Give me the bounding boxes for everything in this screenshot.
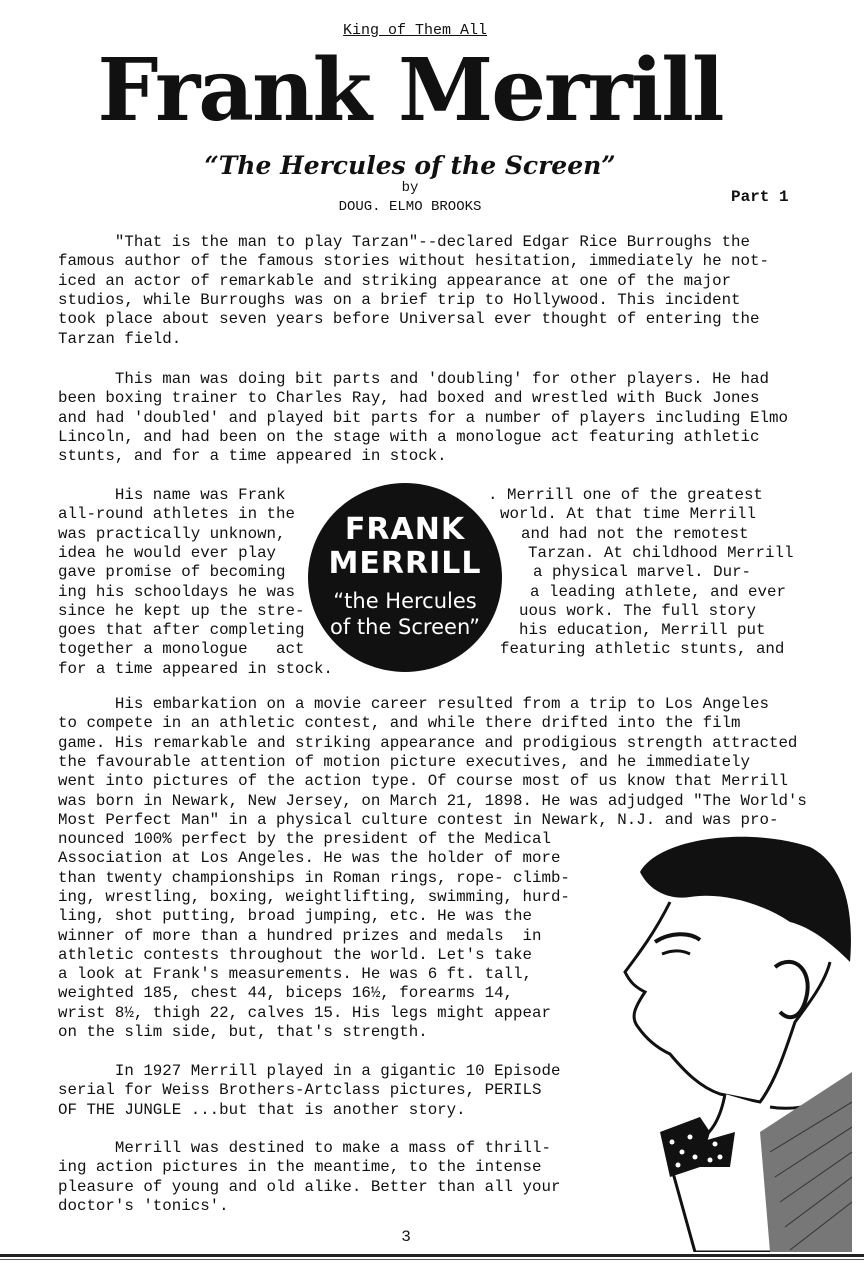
- paragraph-3-left-line: ing his schooldays he was: [58, 582, 295, 601]
- paragraph-4-narrow-line: weighted 185, chest 44, biceps 16½, forearms 14,: [58, 984, 514, 1003]
- paragraph-3-left-line: together a monologue act: [58, 640, 305, 659]
- paragraph-6-line: Merrill was destined to make a mass of thrill-: [58, 1139, 551, 1157]
- paragraph-3-right-line: a physical marvel. Dur-: [533, 563, 752, 582]
- title-badge: [308, 483, 502, 672]
- paragraph-4-line: to compete in an athletic contest, and while there drifted into the film: [58, 714, 741, 733]
- paragraph-4-narrow-line: ling, shot putting, broad jumping, etc. He was the: [58, 907, 532, 926]
- paragraph-4-narrow-line: winner of more than a hundred prizes and medals in: [58, 926, 542, 945]
- paragraph-2-line: This man was doing bit parts and 'doubling' for other players. He had: [58, 370, 769, 388]
- paragraph-4-line: game. His remarkable and striking appearance and prodigious strength attracted: [58, 733, 798, 752]
- paragraph-5-line: In 1927 Merrill played in a gigantic 10 Episode: [58, 1062, 561, 1080]
- footer-rule: [0, 1254, 864, 1257]
- paragraph-3-right-line: a leading athlete, and ever: [530, 582, 786, 601]
- paragraph-1-line: "That is the man to play Tarzan"--declared Edgar Rice Burroughs the: [58, 233, 751, 251]
- paragraph-4-narrow-line: than twenty championships in Roman rings, rope- climb-: [58, 868, 570, 887]
- paragraph-4-narrow-line: on the slim side, but, that's strength.: [58, 1023, 428, 1041]
- paragraph-1-line: studios, while Burroughs was on a brief trip to Hollywood. This incident: [58, 290, 741, 309]
- paragraph-6-line: doctor's 'tonics'.: [58, 1196, 229, 1215]
- paragraph-6-line: ing action pictures in the meantime, to the intense: [58, 1158, 542, 1177]
- paragraph-4-line: was born in Newark, New Jersey, on March 21, 1898. He was adjudged "The World's: [58, 791, 807, 810]
- paragraph-4-narrow-line: Association at Los Angeles. He was the holder of more: [58, 849, 561, 868]
- paragraph-2-line: and had 'doubled' and played bit parts for a number of players including Elmo: [58, 408, 788, 427]
- paragraph-4-line: Most Perfect Man" in a physical culture contest in Newark, N.J. and was pro-: [58, 810, 779, 829]
- paragraph-1-line: took place about seven years before Universal ever thought of entering the: [58, 310, 760, 329]
- badge-line-1: FRANK: [344, 512, 466, 547]
- paragraph-3-left-line: gave promise of becoming: [58, 563, 286, 582]
- paragraph-3-left-line: goes that after completing: [58, 621, 305, 640]
- badge-line-3: “the Hercules: [333, 589, 477, 613]
- paragraph-3-right-line: . Merrill one of the greatest: [488, 486, 763, 504]
- paragraph-4-narrow-line: ing, wrestling, boxing, weightlifting, swimming, hurd-: [58, 887, 570, 906]
- kicker: King of Them All: [342, 22, 488, 39]
- paragraph-2-line: stunts, and for a time appeared in stock.: [58, 447, 447, 466]
- badge-line-2: MERRILL: [328, 546, 482, 581]
- paragraph-6-line: pleasure of young and old alike. Better than all your: [58, 1177, 561, 1196]
- paragraph-1-line: iced an actor of remarkable and striking appearance at one of the major: [58, 271, 732, 290]
- subtitle: “The Hercules of the Screen”: [204, 151, 616, 180]
- paragraph-3-left-line: was practically unknown,: [58, 524, 286, 543]
- page-title: Frank Merrill: [97, 40, 723, 141]
- paragraph-2-line: been boxing trainer to Charles Ray, had boxed and wrestled with Buck Jones: [58, 389, 760, 408]
- paragraph-3-left-line: all-round athletes in the: [58, 505, 295, 524]
- paragraph-3-left-line: since he kept up the stre-: [58, 601, 305, 620]
- paragraph-4-narrow-line: nounced 100% perfect by the president of the Medical: [58, 830, 551, 848]
- footer-rule-thin: [0, 1259, 864, 1260]
- author: DOUG. ELMO BROOKS: [338, 199, 482, 215]
- paragraph-1-line: famous author of the famous stories without hesitation, immediately he not-: [58, 252, 769, 271]
- paragraph-3-right-line: his education, Merrill put: [519, 621, 766, 640]
- paragraph-1-line: Tarzan field.: [58, 329, 182, 348]
- paragraph-4-narrow-line: wrist 8½, thigh 22, calves 15. His legs might appear: [58, 1003, 551, 1022]
- paragraph-3-left-line: for a time appeared in stock.: [58, 659, 333, 678]
- paragraph-3-right-line: uous work. The full story: [519, 601, 756, 620]
- paragraph-4-line: the favourable attention of motion picture executives, and he immediately: [58, 752, 751, 771]
- paragraph-5-line: serial for Weiss Brothers-Artclass pictures, PERILS: [58, 1081, 542, 1100]
- paragraph-2-line: Lincoln, and had been on the stage with a monologue act featuring athletic: [58, 427, 760, 446]
- page-number: 3: [401, 1228, 411, 1246]
- paragraph-3-right-line: Tarzan. At childhood Merrill: [528, 543, 794, 562]
- paragraph-5-line: OF THE JUNGLE ...but that is another story.: [58, 1100, 466, 1119]
- paragraph-3-left-line: idea he would ever play: [58, 543, 277, 562]
- paragraph-3-right-line: featuring athletic stunts, and: [500, 640, 785, 659]
- paragraph-4-line: went into pictures of the action type. Of course most of us know that Merrill: [58, 772, 788, 791]
- paragraph-4-narrow-line: a look at Frank's measurements. He was 6 ft. tall,: [58, 965, 532, 984]
- portrait-illustration: [600, 832, 852, 1252]
- paragraph-3-left-line: His name was Frank: [58, 486, 286, 504]
- badge-line-4: of the Screen”: [330, 615, 480, 639]
- paragraph-3-right-line: world. At that time Merrill: [500, 505, 756, 524]
- paragraph-4-line: His embarkation on a movie career resulted from a trip to Los Angeles: [58, 695, 769, 713]
- byline-by: by: [401, 180, 419, 196]
- part-label: Part 1: [731, 188, 789, 206]
- paragraph-3-right-line: and had not the remotest: [521, 524, 749, 543]
- paragraph-4-narrow-line: athletic contests throughout the world. Let's take: [58, 945, 532, 964]
